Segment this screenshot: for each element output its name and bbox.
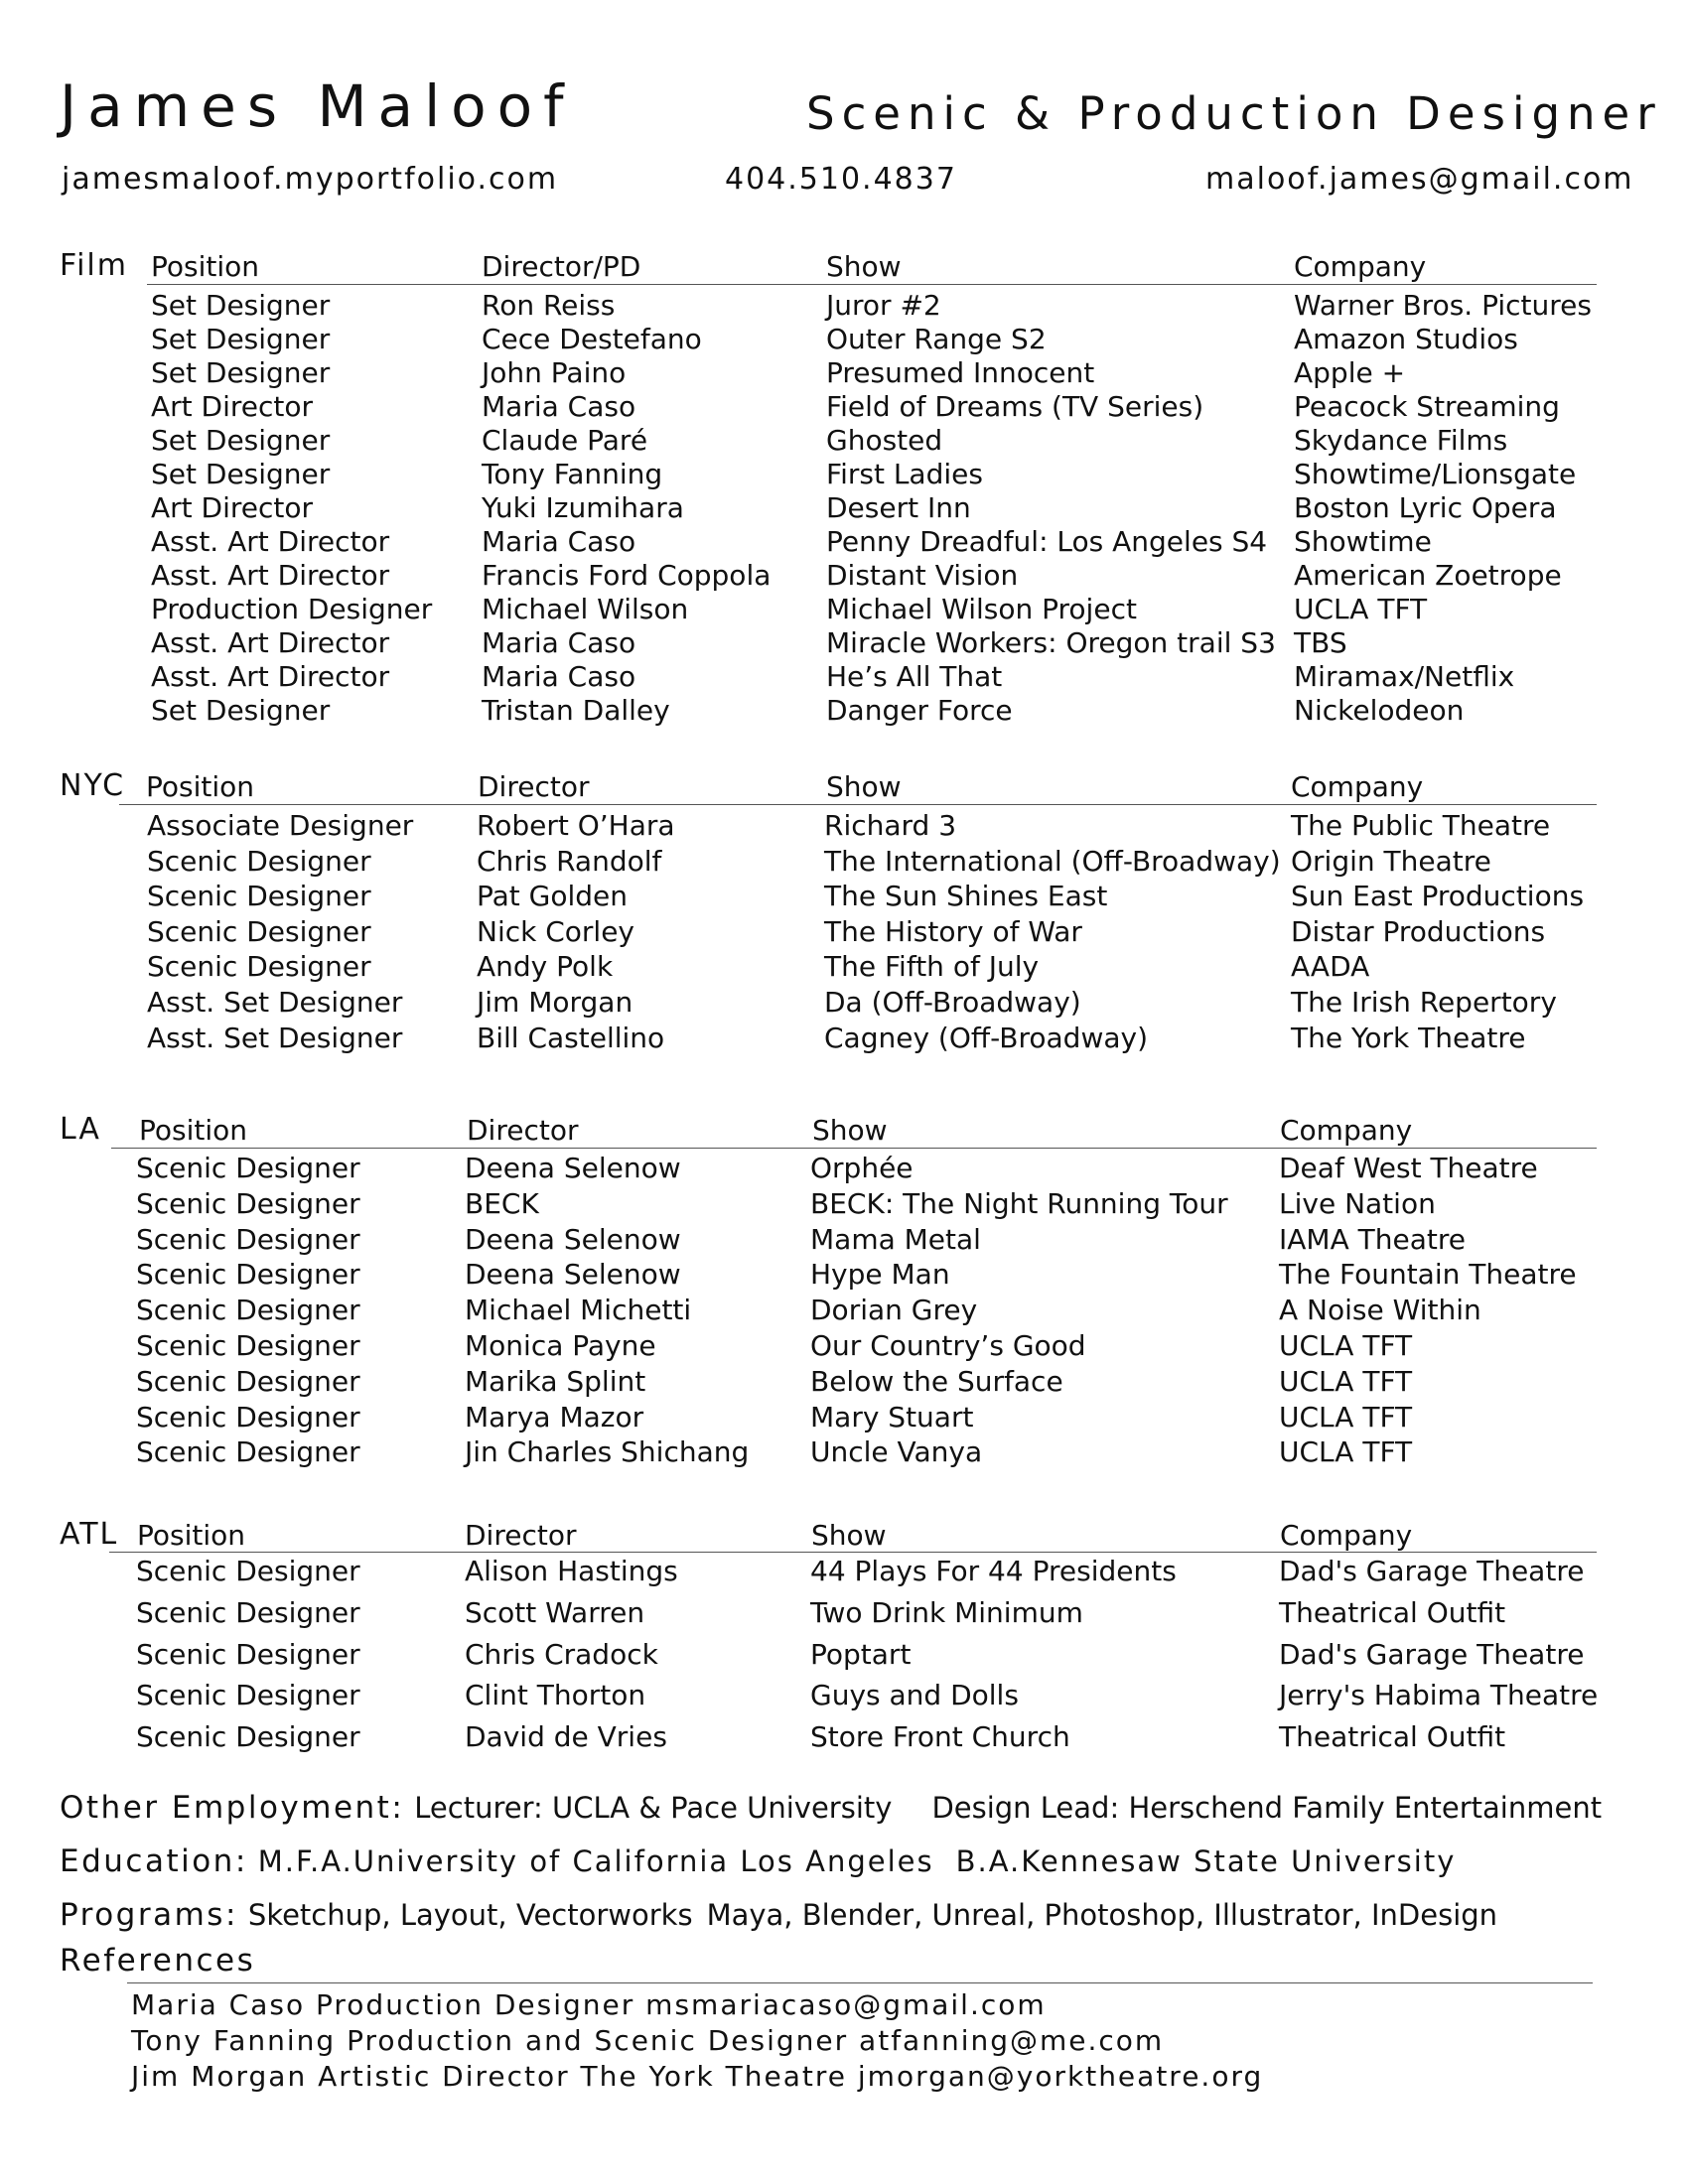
position-cell: Asst. Set Designer [147,1021,403,1054]
company-cell: Distar Productions [1291,914,1546,948]
position-cell: Set Designer [151,424,331,457]
show-cell: Cagney (Off-Broadway) [824,1021,1149,1054]
position-cell: Scenic Designer [147,880,371,913]
table-row [0,1258,1688,1295]
column-header-position: Position [137,1519,246,1552]
position-cell: Asst. Art Director [151,626,390,659]
table-row [0,1329,1688,1366]
position-cell: Scenic Designer [136,1637,360,1671]
position-cell: Scenic Designer [147,950,371,984]
director-cell: BECK [465,1186,539,1220]
education-label: Education: [60,1843,248,1879]
position-cell: Asst. Art Director [151,660,390,693]
company-cell: Theatrical Outfit [1279,1720,1506,1754]
director-cell: Nick Corley [477,914,635,948]
director-cell: Deena Selenow [465,1258,681,1292]
company-cell: Sun East Productions [1291,880,1585,913]
position-cell: Scenic Designer [136,1222,360,1256]
show-cell: Hype Man [810,1258,950,1292]
position-cell: Scenic Designer [136,1258,360,1292]
show-cell: Danger Force [826,694,1013,727]
show-cell: Uncle Vanya [810,1435,983,1469]
show-cell: He’s All That [826,660,1003,693]
director-cell: Deena Selenow [465,1222,681,1256]
position-cell: Scenic Designer [147,844,371,878]
show-cell: 44 Plays For 44 Presidents [810,1555,1177,1587]
company-cell: A Noise Within [1279,1294,1481,1327]
director-cell: Scott Warren [465,1595,645,1629]
show-cell: Below the Surface [810,1364,1063,1398]
table-row [0,1555,1688,1591]
director-cell: Pat Golden [477,880,629,913]
table-row [0,986,1688,1023]
column-header-position: Position [146,770,255,803]
director-cell: John Paino [482,356,627,389]
show-cell: Guys and Dolls [810,1679,1019,1712]
company-cell: Miramax/Netflix [1294,660,1515,693]
position-cell: Scenic Designer [136,1595,360,1629]
director-cell: Yuki Izumihara [482,491,684,524]
director-cell: Bill Castellino [477,1021,665,1054]
position-cell: Scenic Designer [136,1400,360,1433]
company-cell: Warner Bros. Pictures [1294,289,1592,322]
company-cell: Nickelodeon [1294,694,1465,727]
column-header-show: Show [826,770,902,803]
table-row [0,323,1688,359]
show-cell: Mary Stuart [810,1400,974,1433]
company-cell: UCLA TFT [1279,1364,1413,1398]
director-cell: Deena Selenow [465,1152,681,1184]
section-label: ATL [60,1517,119,1552]
director-cell: Andy Polk [477,950,614,984]
table-row [0,525,1688,562]
company-cell: The Public Theatre [1291,809,1551,842]
show-cell: Distant Vision [826,559,1019,592]
section-divider [119,804,1597,805]
table-row [0,559,1688,596]
position-cell: Set Designer [151,356,331,389]
company-cell: Deaf West Theatre [1279,1152,1538,1184]
show-cell: Our Country’s Good [810,1329,1086,1362]
other-employment-label: Other Employment: [60,1790,405,1826]
show-cell: The Fifth of July [824,950,1040,984]
table-row [0,950,1688,987]
company-cell: IAMA Theatre [1279,1222,1466,1256]
column-header-director: Director [467,1114,579,1147]
director-cell: Claude Paré [482,424,648,457]
position-cell: Scenic Designer [147,914,371,948]
position-cell: Scenic Designer [136,1152,360,1184]
position-cell: Scenic Designer [136,1294,360,1327]
director-cell: Clint Thorton [465,1679,646,1712]
company-cell: UCLA TFT [1279,1329,1413,1362]
position-cell: Set Designer [151,694,331,727]
table-row [0,1294,1688,1330]
table-row [0,424,1688,461]
show-cell: Poptart [810,1637,912,1671]
company-cell: Showtime/Lionsgate [1294,458,1577,490]
table-row [0,1637,1688,1675]
director-cell: Robert O’Hara [477,809,675,842]
column-header-company: Company [1280,1114,1413,1147]
column-header-company: Company [1280,1519,1413,1552]
show-cell: Miracle Workers: Oregon trail S3 [826,626,1276,659]
company-cell: TBS [1294,626,1347,659]
section-divider [111,1148,1597,1149]
show-cell: First Ladies [826,458,983,490]
show-cell: The Sun Shines East [824,880,1108,913]
company-cell: American Zoetrope [1294,559,1562,592]
website-link[interactable]: jamesmaloof.myportfolio.com [62,162,559,197]
table-row [0,1021,1688,1058]
company-cell: Amazon Studios [1294,323,1518,355]
references-label: References [60,1943,256,1979]
table-row [0,1364,1688,1402]
position-cell: Scenic Designer [136,1679,360,1712]
table-row [0,1435,1688,1472]
company-cell: Apple + [1294,356,1406,389]
show-cell: Juror #2 [826,289,941,322]
company-cell: UCLA TFT [1279,1400,1413,1433]
table-row [0,289,1688,326]
show-cell: Store Front Church [810,1720,1070,1754]
company-cell: Peacock Streaming [1294,390,1560,423]
section-divider [147,284,1597,285]
company-cell: UCLA TFT [1279,1435,1413,1469]
show-cell: Penny Dreadful: Los Angeles S4 [826,525,1268,558]
reference-item: Maria Caso Production Designer msmariacaso@gmail.com [131,1988,1047,2021]
show-cell: Desert Inn [826,491,971,524]
director-cell: Alison Hastings [465,1555,678,1587]
company-cell: The Fountain Theatre [1279,1258,1577,1292]
references-section [60,1943,256,1979]
other-employment-item: Lecturer: UCLA & Pace University [414,1791,893,1825]
company-cell: Live Nation [1279,1186,1436,1220]
position-cell: Associate Designer [147,809,414,842]
reference-item: Tony Fanning Production and Scenic Designer atfanning@me.com [131,2024,1165,2057]
other-employment-line [60,1790,1603,1826]
director-cell: Marika Splint [465,1364,646,1398]
company-cell: Showtime [1294,525,1432,558]
show-cell: Ghosted [826,424,943,457]
position-cell: Production Designer [151,593,433,625]
show-cell: Mama Metal [810,1222,981,1256]
table-row [0,626,1688,663]
company-cell: Jerry's Habima Theatre [1279,1679,1599,1712]
table-row [0,1400,1688,1437]
column-header-director: Director/PD [482,250,641,283]
table-row [0,1186,1688,1224]
table-row [0,356,1688,393]
position-cell: Asst. Set Designer [147,986,403,1019]
position-cell: Asst. Art Director [151,525,390,558]
company-cell: Dad's Garage Theatre [1279,1555,1585,1587]
table-row [0,1222,1688,1260]
table-row [0,1152,1688,1188]
resume-title: Scenic & Production Designer [806,87,1662,140]
section-label: Film [60,248,128,283]
position-cell: Set Designer [151,289,331,322]
programs-item: Sketchup, Layout, Vectorworks [247,1898,693,1932]
director-cell: Marya Mazor [465,1400,644,1433]
position-cell: Art Director [151,491,314,524]
show-cell: Dorian Grey [810,1294,978,1327]
director-cell: David de Vries [465,1720,667,1754]
resume-name: James Maloof [60,72,575,140]
column-header-director: Director [478,770,590,803]
programs-line [60,1897,1498,1933]
director-cell: Tristan Dalley [482,694,670,727]
company-cell: Boston Lyric Opera [1294,491,1557,524]
column-header-show: Show [812,1114,888,1147]
table-row [0,694,1688,731]
section-label: NYC [60,768,126,803]
director-cell: Maria Caso [482,660,636,693]
company-cell: Dad's Garage Theatre [1279,1637,1585,1671]
column-header-show: Show [811,1519,887,1552]
director-cell: Jim Morgan [477,986,633,1019]
director-cell: Michael Michetti [465,1294,692,1327]
director-cell: Chris Cradock [465,1637,658,1671]
education-line [60,1843,1457,1879]
show-cell: Richard 3 [824,809,957,842]
table-row [0,914,1688,952]
section-label: LA [60,1112,101,1147]
other-employment-item: Design Lead: Herschend Family Entertainment [931,1791,1603,1825]
show-cell: The History of War [824,914,1082,948]
show-cell: Orphée [810,1152,914,1184]
company-cell: The Irish Repertory [1291,986,1557,1019]
position-cell: Scenic Designer [136,1555,360,1587]
table-row [0,390,1688,427]
show-cell: Michael Wilson Project [826,593,1137,625]
table-row [0,491,1688,528]
references-divider [127,1982,1593,1983]
table-row [0,880,1688,916]
show-cell: Two Drink Minimum [810,1595,1083,1629]
column-header-show: Show [826,250,902,283]
phone-number: 404.510.4837 [725,162,957,197]
programs-item: Maya, Blender, Unreal, Photoshop, Illustrator, InDesign [706,1898,1498,1932]
show-cell: Field of Dreams (TV Series) [826,390,1204,423]
email-link[interactable]: maloof.james@gmail.com [1205,162,1634,197]
education-item: M.F.A.University of California Los Angeles [257,1844,934,1878]
position-cell: Asst. Art Director [151,559,390,592]
position-cell: Scenic Designer [136,1329,360,1362]
column-header-company: Company [1294,250,1427,283]
show-cell: The International (Off-Broadway) [824,844,1281,878]
company-cell: Origin Theatre [1291,844,1491,878]
director-cell: Maria Caso [482,626,636,659]
position-cell: Set Designer [151,323,331,355]
director-cell: Cece Destefano [482,323,702,355]
company-cell: Theatrical Outfit [1279,1595,1506,1629]
column-header-position: Position [139,1114,248,1147]
programs-label: Programs: [60,1897,238,1933]
column-header-director: Director [465,1519,577,1552]
table-row [0,593,1688,629]
show-cell: Outer Range S2 [826,323,1047,355]
director-cell: Michael Wilson [482,593,689,625]
company-cell: AADA [1291,950,1370,984]
director-cell: Maria Caso [482,525,636,558]
reference-item: Jim Morgan Artistic Director The York Theatre jmorgan@yorktheatre.org [131,2060,1264,2093]
company-cell: Skydance Films [1294,424,1508,457]
table-row [0,1720,1688,1757]
show-cell: BECK: The Night Running Tour [810,1186,1228,1220]
table-row [0,809,1688,846]
position-cell: Art Director [151,390,314,423]
position-cell: Scenic Designer [136,1364,360,1398]
table-row [0,1679,1688,1715]
show-cell: Da (Off-Broadway) [824,986,1081,1019]
director-cell: Jin Charles Shichang [465,1435,750,1469]
table-row [0,660,1688,697]
education-item: B.A.Kennesaw State University [955,1844,1457,1878]
director-cell: Ron Reiss [482,289,616,322]
position-cell: Scenic Designer [136,1435,360,1469]
director-cell: Francis Ford Coppola [482,559,772,592]
position-cell: Set Designer [151,458,331,490]
director-cell: Monica Payne [465,1329,656,1362]
company-cell: UCLA TFT [1294,593,1428,625]
director-cell: Tony Fanning [482,458,663,490]
position-cell: Scenic Designer [136,1186,360,1220]
table-row [0,458,1688,494]
position-cell: Scenic Designer [136,1720,360,1754]
table-row [0,1595,1688,1633]
section-divider [109,1552,1597,1553]
show-cell: Presumed Innocent [826,356,1095,389]
column-header-position: Position [151,250,260,283]
column-header-company: Company [1291,770,1424,803]
director-cell: Chris Randolf [477,844,662,878]
table-row [0,844,1688,882]
company-cell: The York Theatre [1291,1021,1526,1054]
director-cell: Maria Caso [482,390,636,423]
